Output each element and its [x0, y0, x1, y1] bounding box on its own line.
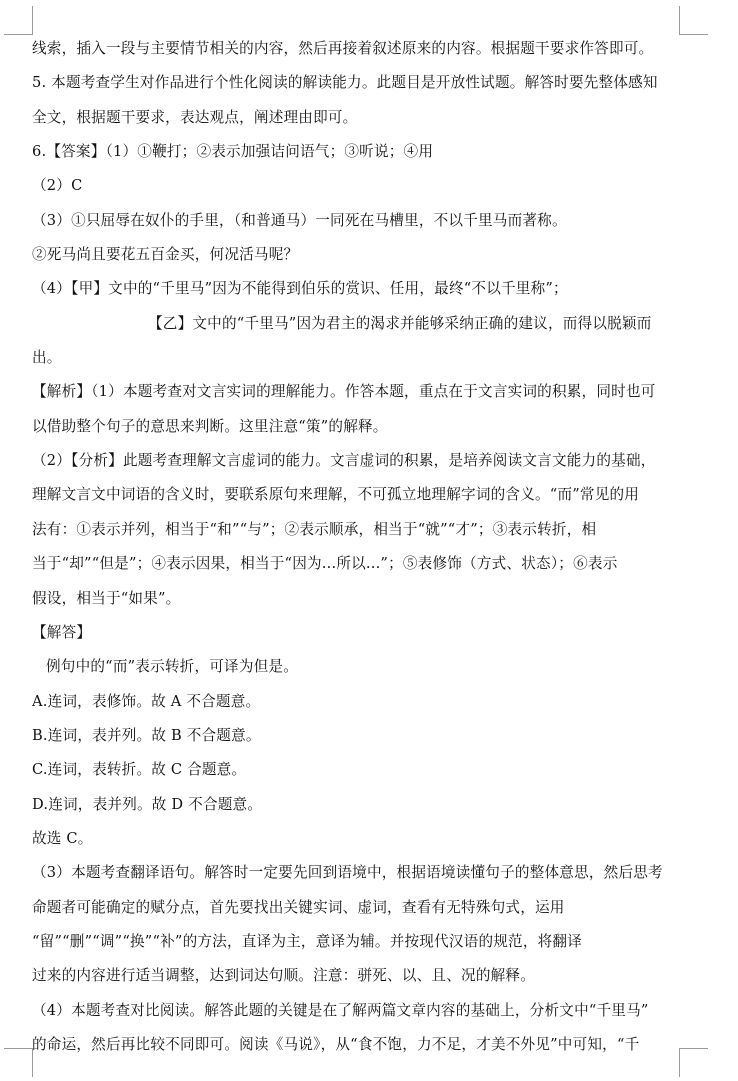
text-line: “留”“删”“调”“换”“补”的方法，直译为主，意译为辅。并按现代汉语的规范，将翻译: [32, 932, 583, 950]
text-line: （4）本题考查对比阅读。解答此题的关键是在了解两篇文章内容的基础上，分析文中“千里马”: [32, 1001, 649, 1019]
text-line: 线索，插入一段与主要情节相关的内容，然后再接着叙述原来的内容。根据题干要求作答即可。: [32, 40, 654, 57]
text-line: 故选 C。: [32, 829, 93, 847]
text-line: （2）【分析】此题考查理解文言虚词的能力。文言虚词的积累，是培养阅读文言文能力的基础，: [32, 452, 656, 470]
text-line: C.连词，表转折。故 C 合题意。: [32, 761, 247, 779]
text-line: 过来的内容进行适当调整，达到词达句顺。注意：骈死、以、且、况的解释。: [32, 967, 535, 985]
text-line: 全文，根据题干要求，表达观点，阐述理由即可。: [32, 108, 358, 126]
text-line: 例句中的“而”表示转折，可译为但是。: [46, 658, 299, 676]
text-line: （3）①只屈辱在奴仆的手里，（和普通马）一同死在马槽里，不以千里马而著称。: [32, 211, 567, 229]
text-line: 当于“却”“但是”；④表示因果，相当于“因为...所以...”；⑤表修饰（方式、状态）；⑥表示: [32, 555, 618, 573]
text-line: B.连词，表并列。故 B 不合题意。: [32, 726, 261, 744]
text-line: 【解析】（1）本题考查对文言实词的理解能力。作答本题，重点在于文言实词的积累，同时也可: [32, 383, 656, 401]
text-line: ②死马尚且要花五百金买，何况活马呢？: [32, 246, 299, 264]
text-line: 假设，相当于“如果”。: [32, 589, 181, 607]
text-line: 以借助整个句子的意思来判断。这里注意“策”的解释。: [32, 417, 388, 435]
corner-mark-top-right: [679, 6, 708, 35]
text-line: 的命运，然后再比较不同即可。阅读《马说》，从“食不饱，力不足，才美不外见”中可知，“千: [32, 1035, 640, 1053]
text-line: 理解文言文中词语的含义时，要联系原句来理解，不可孤立地理解字词的含义。“而”常见的用: [32, 486, 640, 504]
text-line: （3）本题考查翻译语句。解答时一定要先回到语境中，根据语境读懂句子的整体意思，然后思考: [32, 864, 663, 882]
text-line: （4）【甲】文中的“千里马”因为不能得到伯乐的赏识、任用，最终“不以千里称”；: [32, 280, 568, 298]
text-line: 命题者可能确定的赋分点，首先要找出关键实词、虚词，查看有无特殊句式，运用: [32, 898, 565, 916]
corner-mark-top-left: [4, 6, 33, 35]
text-line: 法有：①表示并列，相当于“和”“与”；②表示顺承，相当于“就”“才”；③表示转折，相: [32, 520, 597, 538]
text-line: 【乙】文中的“千里马”因为君主的渴求并能够采纳正确的建议，而得以脱颖而: [148, 314, 652, 332]
text-line: 出。: [32, 349, 62, 367]
text-line: A.连词，表修饰。故 A 不合题意。: [32, 692, 261, 710]
document-body: [32, 32, 684, 1062]
text-line: 6.【答案】（1）①鞭打；②表示加强诘问语气；③听说；④用: [32, 143, 434, 161]
text-line: （2）C: [32, 177, 83, 195]
text-line: 5. 本题考查学生对作品进行个性化阅读的解读能力。此题目是开放性试题。解答时要先整体感知: [32, 74, 658, 92]
text-line: D.连词，表并列。故 D 不合题意。: [32, 795, 263, 813]
corner-mark-bottom-left: [4, 1048, 33, 1077]
text-line: 【解答】: [32, 623, 92, 641]
